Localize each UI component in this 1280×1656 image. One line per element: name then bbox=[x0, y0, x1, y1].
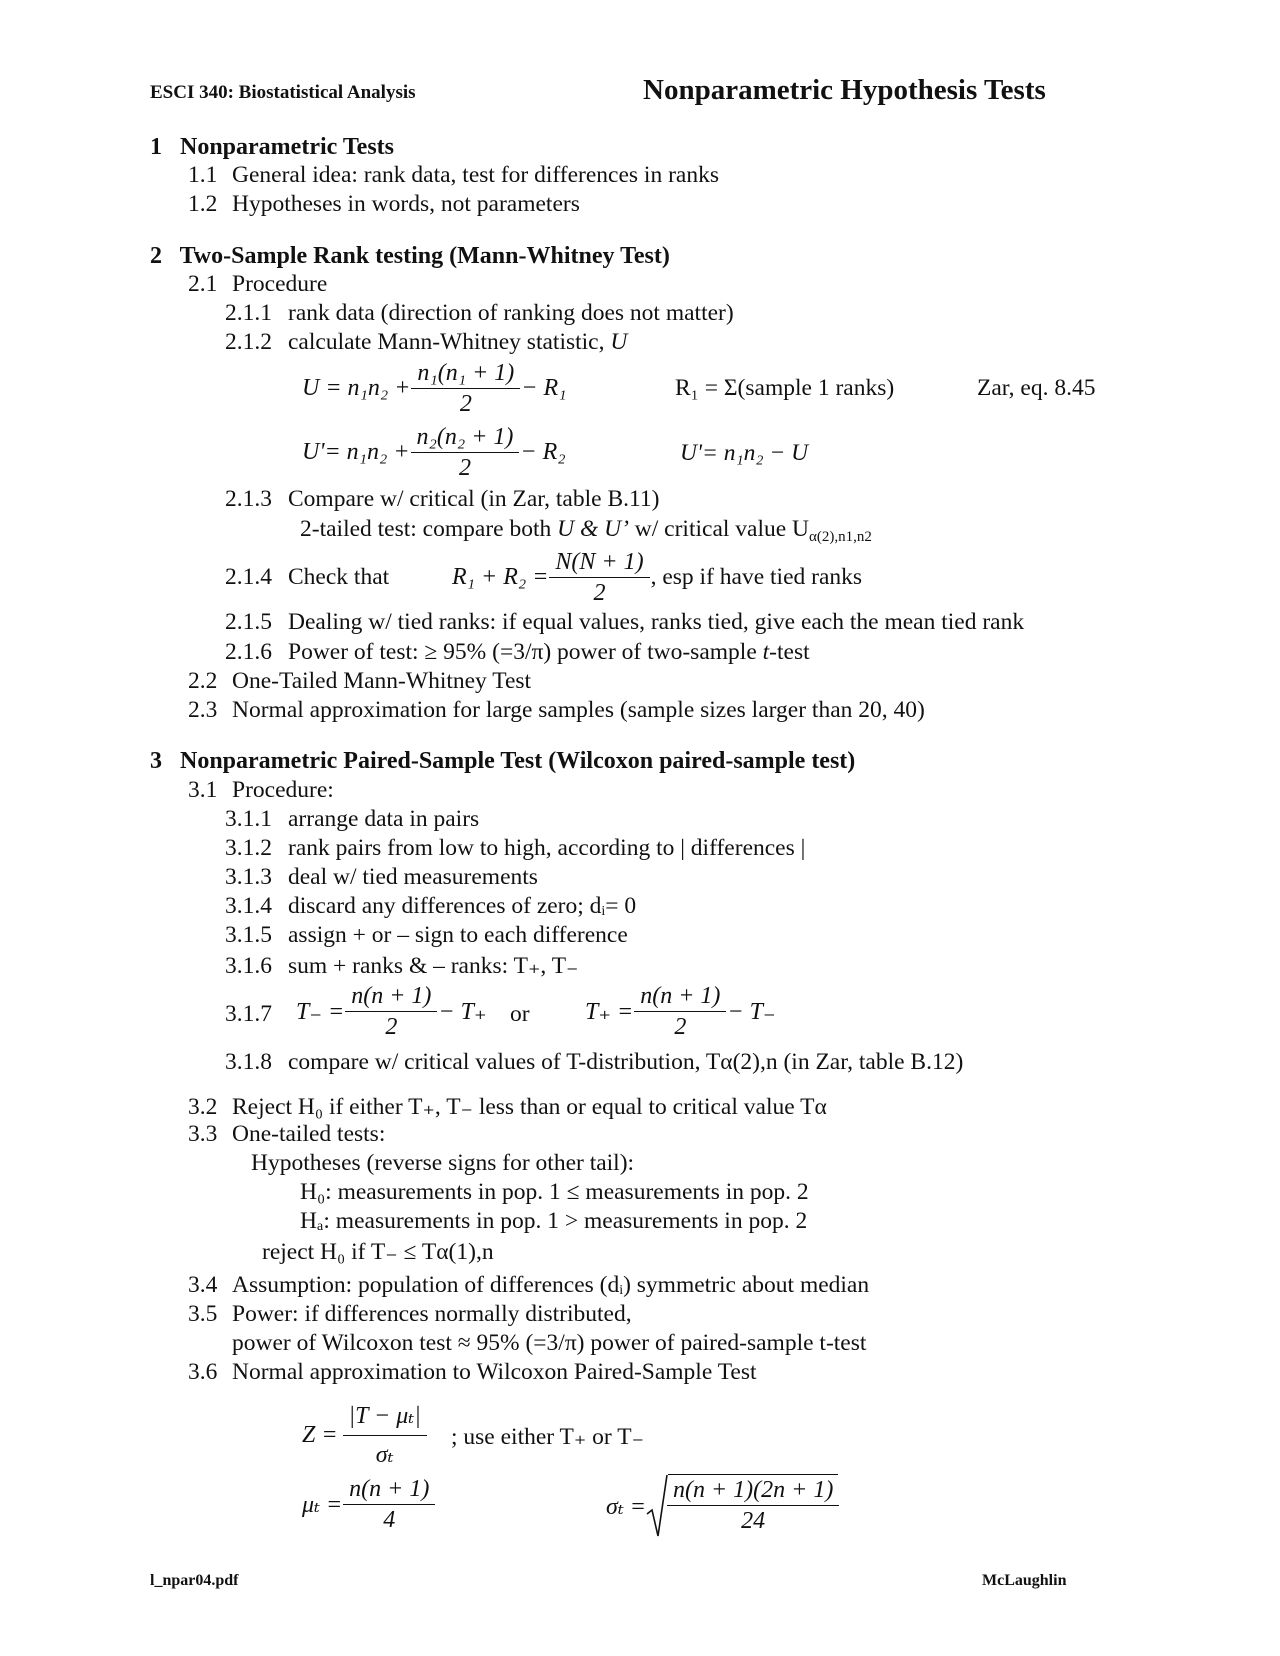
item-number: 2.1.3 bbox=[225, 486, 272, 512]
fraction-numerator: N(N + 1) bbox=[555, 549, 644, 575]
zar-reference: Zar, eq. 8.45 bbox=[977, 375, 1096, 401]
item-text: One-tailed tests: bbox=[232, 1121, 386, 1147]
page-title: Nonparametric Hypothesis Tests bbox=[643, 74, 1046, 106]
item-variable: U bbox=[610, 329, 628, 355]
outline-item bbox=[225, 639, 810, 666]
r1-note: R₁ = Σ(sample 1 ranks) bbox=[675, 375, 895, 401]
radical-sign-icon bbox=[646, 1474, 668, 1538]
outline-item bbox=[225, 922, 628, 949]
outline-item bbox=[225, 951, 578, 980]
equation-fraction bbox=[670, 1475, 836, 1536]
outline-item bbox=[225, 1001, 288, 1028]
item-text: General idea: rank data, test for differences in ranks bbox=[232, 162, 719, 188]
item-number: 1.1 bbox=[188, 162, 218, 188]
note-text: w/ critical value U bbox=[628, 516, 810, 542]
equation-fraction bbox=[414, 358, 517, 419]
item-variable: t bbox=[762, 639, 770, 665]
radicand bbox=[668, 1474, 838, 1538]
two-tailed-note bbox=[300, 516, 872, 546]
outline-item bbox=[188, 1092, 827, 1121]
outline-item bbox=[188, 1121, 385, 1148]
one-tailed-hypotheses: Hypotheses (reverse signs for other tail): bbox=[251, 1150, 635, 1176]
section-number: 1 bbox=[150, 134, 162, 160]
section-title: Nonparametric Paired-Sample Test (Wilcoxon paired-sample test) bbox=[180, 748, 856, 774]
item-text: assign + or – sign to each difference bbox=[288, 922, 628, 948]
outline-item bbox=[188, 1301, 632, 1328]
fraction-denominator: 4 bbox=[343, 1504, 435, 1535]
equation-t-minus bbox=[296, 981, 487, 1042]
outline-item bbox=[225, 806, 479, 833]
section-2-heading bbox=[150, 243, 670, 270]
item-number: 3.6 bbox=[188, 1359, 218, 1385]
outline-item bbox=[188, 162, 719, 189]
fraction-denominator: 2 bbox=[634, 1011, 726, 1042]
fraction-numerator: n(n + 1)(2n + 1) bbox=[672, 1477, 834, 1503]
item-text: Power of test: ≥ 95% (=3/π) power of two-sample bbox=[288, 639, 763, 665]
item-text: Hypotheses in words, not parameters bbox=[232, 191, 580, 217]
fraction-denominator: 2 bbox=[345, 1011, 437, 1042]
section-3-heading bbox=[150, 748, 855, 775]
item-text: rank pairs from low to high, according to | differences | bbox=[288, 835, 806, 861]
item-number: 3.1.1 bbox=[225, 806, 272, 832]
equation-note: , esp if have tied ranks bbox=[650, 564, 863, 590]
section-number: 2 bbox=[150, 243, 162, 269]
item-text: Procedure: bbox=[232, 777, 334, 803]
item-number: 2.3 bbox=[188, 697, 218, 723]
fraction-denominator: 2 bbox=[411, 388, 520, 419]
item-text: Assumption: population of differences (dᵢ) symmetric about median bbox=[232, 1272, 870, 1298]
section-number: 3 bbox=[150, 748, 162, 774]
fraction-denominator: σₜ bbox=[343, 1435, 427, 1474]
equation-rank-sum bbox=[452, 547, 862, 608]
u-prime-note: U'= n₁n₂ − U bbox=[680, 440, 809, 466]
outline-item bbox=[188, 191, 580, 218]
item-number: 3.1.4 bbox=[225, 893, 272, 919]
z-note: ; use either T₊ or T₋ bbox=[451, 1424, 644, 1450]
null-hypothesis: H₀: measurements in pop. 1 ≤ measurements in pop. 2 bbox=[300, 1179, 809, 1205]
equation-u bbox=[302, 358, 567, 419]
item-number: 2.2 bbox=[188, 668, 218, 694]
item-text: One-Tailed Mann-Whitney Test bbox=[232, 668, 532, 694]
equation-rhs: − R₂ bbox=[520, 439, 566, 465]
fraction-numerator: n(n + 1) bbox=[351, 983, 432, 1009]
outline-item bbox=[225, 1049, 963, 1076]
note-subscript: α(2),n1,n2 bbox=[809, 529, 872, 545]
item-text: sum + ranks & – ranks: T₊, T₋ bbox=[288, 953, 579, 979]
equation-lhs: T₊ = bbox=[585, 999, 634, 1025]
item-text: calculate Mann-Whitney statistic, bbox=[288, 329, 611, 355]
fraction-numerator: n(n + 1) bbox=[640, 983, 721, 1009]
note-variables: U & U’ bbox=[557, 516, 629, 542]
equation-rhs: − R₁ bbox=[521, 375, 567, 401]
section-title: Two-Sample Rank testing (Mann-Whitney Test) bbox=[179, 243, 670, 269]
outline-item bbox=[225, 893, 636, 920]
footer-filename: l_npar04.pdf bbox=[150, 1572, 239, 1589]
item-number: 2.1 bbox=[188, 271, 218, 297]
fraction-numerator: n₁(n₁ + 1) bbox=[417, 360, 515, 386]
square-root bbox=[646, 1474, 838, 1538]
outline-item bbox=[225, 864, 538, 891]
item-number: 3.1.6 bbox=[225, 953, 272, 979]
equation-fraction bbox=[348, 981, 434, 1042]
or-text: or bbox=[510, 1001, 530, 1027]
equation-lhs: R₁ + R₂ = bbox=[452, 564, 549, 590]
equation-lhs: T₋ = bbox=[296, 999, 345, 1025]
equation-mu bbox=[302, 1474, 436, 1535]
alternative-hypothesis: Hₐ: measurements in pop. 1 > measurements in pop. 2 bbox=[300, 1208, 808, 1234]
item-number: 3.1.2 bbox=[225, 835, 272, 861]
item-text: Check that bbox=[288, 564, 390, 590]
section-title: Nonparametric Tests bbox=[180, 134, 394, 160]
outline-item bbox=[188, 777, 334, 804]
reject-rule: reject H₀ if T₋ ≤ Tα(1),n bbox=[262, 1239, 494, 1265]
item-number: 1.2 bbox=[188, 191, 218, 217]
item-text: -test bbox=[769, 639, 810, 665]
equation-u-prime bbox=[302, 422, 566, 483]
outline-item bbox=[225, 329, 627, 356]
item-text: Dealing w/ tied ranks: if equal values, ranks tied, give each the mean tied rank bbox=[288, 609, 1025, 635]
equation-fraction bbox=[346, 1397, 424, 1474]
item-text: Procedure bbox=[232, 271, 328, 297]
item-text: Normal approximation to Wilcoxon Paired-Sample Test bbox=[232, 1359, 757, 1385]
equation-z bbox=[302, 1397, 438, 1474]
equation-fraction bbox=[552, 547, 646, 608]
equation-lhs: μₜ = bbox=[302, 1492, 343, 1518]
item-text: deal w/ tied measurements bbox=[288, 864, 538, 890]
item-number: 2.1.5 bbox=[225, 609, 272, 635]
outline-item bbox=[188, 1359, 757, 1386]
item-number: 3.5 bbox=[188, 1301, 218, 1327]
equation-rhs: − T₋ bbox=[727, 999, 776, 1025]
course-title: ESCI 340: Biostatistical Analysis bbox=[150, 82, 416, 103]
outline-item bbox=[188, 1272, 869, 1299]
equation-lhs: Z = bbox=[302, 1422, 338, 1448]
fraction-denominator: 2 bbox=[549, 577, 649, 608]
item-number: 2.1.4 bbox=[225, 564, 272, 590]
equation-t-plus bbox=[585, 981, 776, 1042]
fraction-numerator: n(n + 1) bbox=[349, 1476, 430, 1502]
outline-item bbox=[225, 835, 805, 862]
fraction-numerator: n₂(n₂ + 1) bbox=[416, 424, 514, 450]
equation-sigma bbox=[606, 1474, 838, 1538]
item-text: Normal approximation for large samples (sample sizes larger than 20, 40) bbox=[232, 697, 925, 723]
equation-fraction bbox=[637, 981, 723, 1042]
outline-item bbox=[225, 564, 389, 591]
item-number: 2.1.6 bbox=[225, 639, 272, 665]
item-text: Compare w/ critical (in Zar, table B.11) bbox=[288, 486, 660, 512]
item-number: 3.1.5 bbox=[225, 922, 272, 948]
outline-item bbox=[225, 486, 659, 513]
fraction-numerator: |T − μₜ| bbox=[348, 1403, 421, 1429]
equation-fraction bbox=[414, 422, 517, 483]
item-number: 3.1 bbox=[188, 777, 218, 803]
item-text: rank data (direction of ranking does not matter) bbox=[288, 300, 734, 326]
equation-lhs: U = n₁n₂ + bbox=[302, 375, 411, 401]
fraction-denominator: 2 bbox=[411, 452, 520, 483]
item-text: discard any differences of zero; dᵢ= 0 bbox=[288, 893, 637, 919]
item-text: Power: if differences normally distributed, bbox=[232, 1301, 632, 1327]
item-number: 3.1.7 bbox=[225, 1001, 272, 1027]
item-number: 2.1.2 bbox=[225, 329, 272, 355]
item-number: 3.1.3 bbox=[225, 864, 272, 890]
outline-item bbox=[225, 300, 734, 327]
note-text: 2-tailed test: compare both bbox=[300, 516, 558, 542]
item-number: 3.1.8 bbox=[225, 1049, 272, 1075]
equation-lhs: σₜ = bbox=[606, 1493, 646, 1520]
section-1-heading bbox=[150, 134, 394, 161]
equation-lhs: U'= n₁n₂ + bbox=[302, 439, 410, 465]
item-text: arrange data in pairs bbox=[288, 806, 480, 832]
item-number: 3.4 bbox=[188, 1272, 218, 1298]
outline-item bbox=[225, 609, 1024, 636]
item-text: compare w/ critical values of T-distribution, Tα(2),n (in Zar, table B.12) bbox=[288, 1049, 964, 1075]
footer-author: McLaughlin bbox=[982, 1572, 1067, 1589]
fraction-denominator: 24 bbox=[667, 1505, 839, 1536]
item-number: 2.1.1 bbox=[225, 300, 272, 326]
outline-item bbox=[188, 271, 327, 298]
item-number: 3.2 bbox=[188, 1094, 218, 1120]
equation-fraction bbox=[346, 1474, 432, 1535]
power-note: power of Wilcoxon test ≈ 95% (=3/π) power of paired-sample t-test bbox=[232, 1330, 867, 1356]
outline-item bbox=[188, 668, 531, 695]
equation-rhs: − T₊ bbox=[438, 999, 487, 1025]
outline-item bbox=[188, 697, 925, 724]
item-text: Reject H₀ if either T₊, T₋ less than or equal to critical value Tα bbox=[232, 1094, 827, 1120]
item-number: 3.3 bbox=[188, 1121, 218, 1147]
